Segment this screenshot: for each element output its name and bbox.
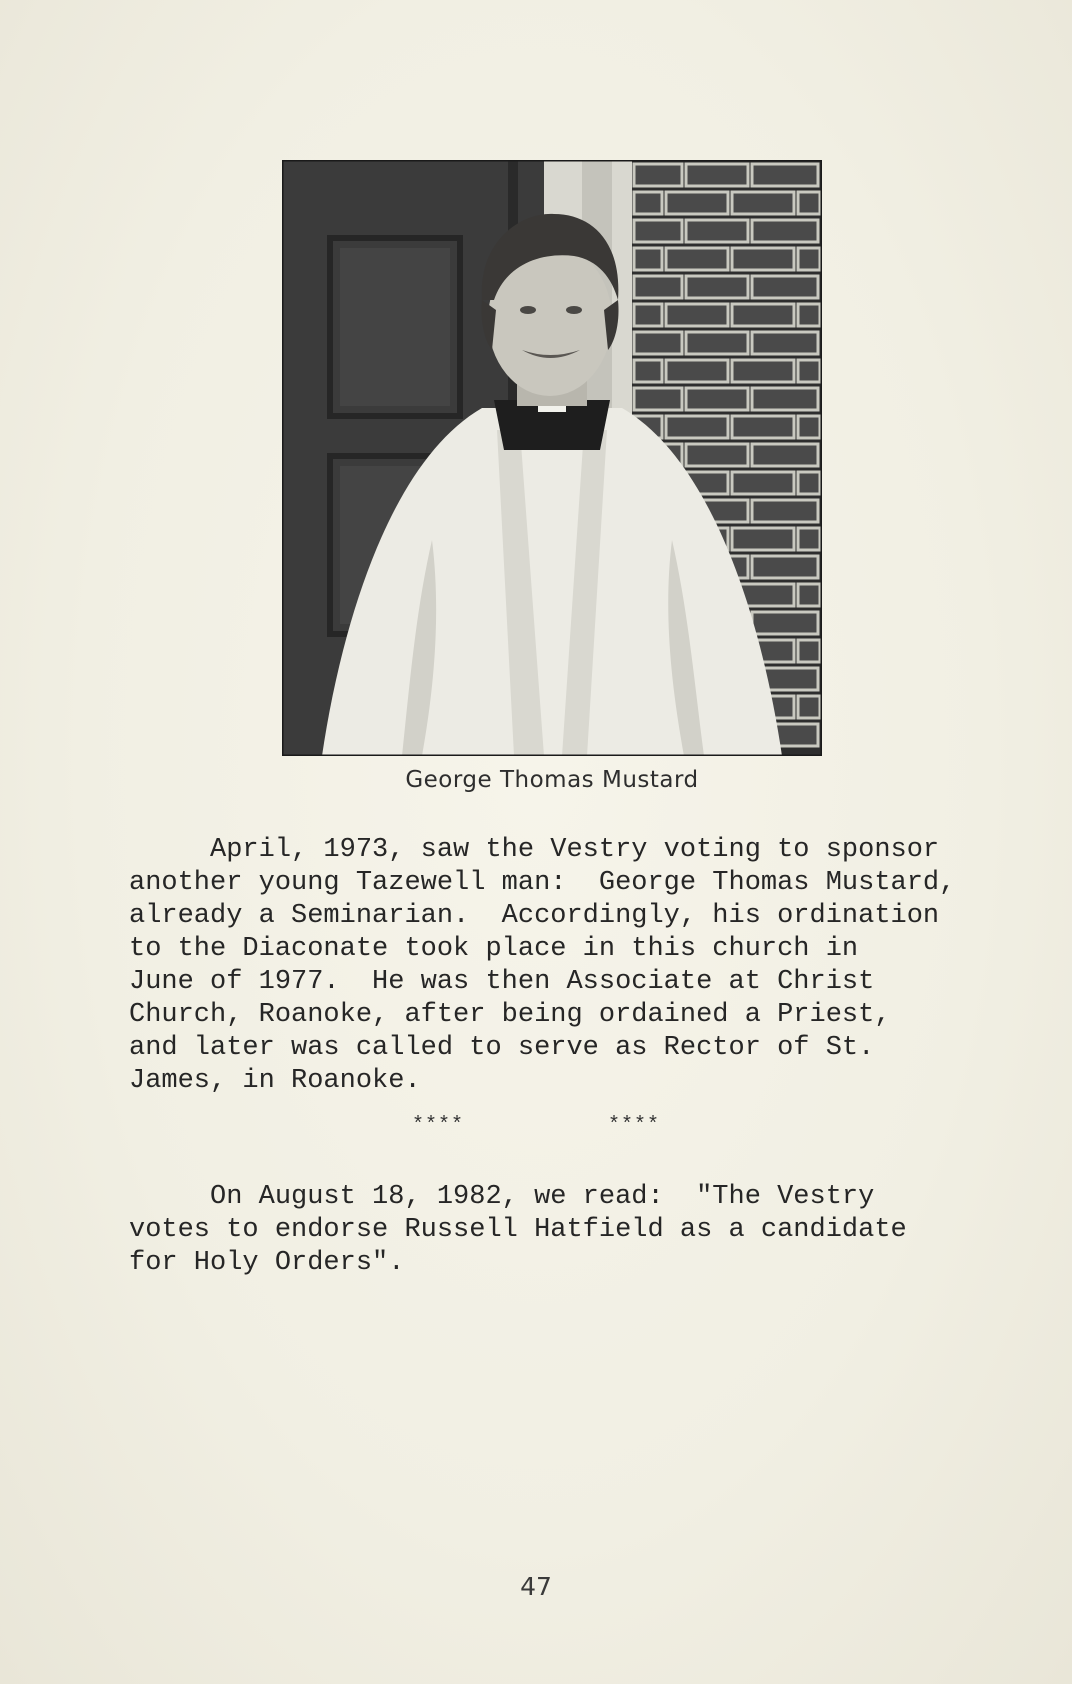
text-line: June of 1977. He was then Associate at Christ [129,967,875,997]
portrait-photo-icon [282,160,822,756]
text-line: James, in Roanoke. [129,1066,421,1096]
photo-caption: George Thomas Mustard [405,767,699,793]
section-separator-right: **** [608,1114,661,1137]
text-line: another young Tazewell man: George Thomas Mustard, [129,868,956,898]
text-line: votes to endorse Russell Hatfield as a candidate [129,1215,907,1245]
text-line: April, 1973, saw the Vestry voting to sponsor [129,835,940,865]
portrait-photo [282,160,822,756]
text-line: On August 18, 1982, we read: "The Vestry [129,1182,875,1212]
text-line: already a Seminarian. Accordingly, his ordination [129,901,940,931]
section-separator-left: **** [412,1114,465,1137]
text-line: for Holy Orders". [129,1248,405,1278]
page-number: 47 [520,1572,552,1601]
text-line: and later was called to serve as Rector of St. [129,1033,875,1063]
paragraph-vestry-endorse [129,1181,989,1280]
text-line: to the Diaconate took place in this church in [129,934,859,964]
paragraph-vestry-sponsor [129,834,989,1098]
text-line: Church, Roanoke, after being ordained a Priest, [129,1000,891,1030]
